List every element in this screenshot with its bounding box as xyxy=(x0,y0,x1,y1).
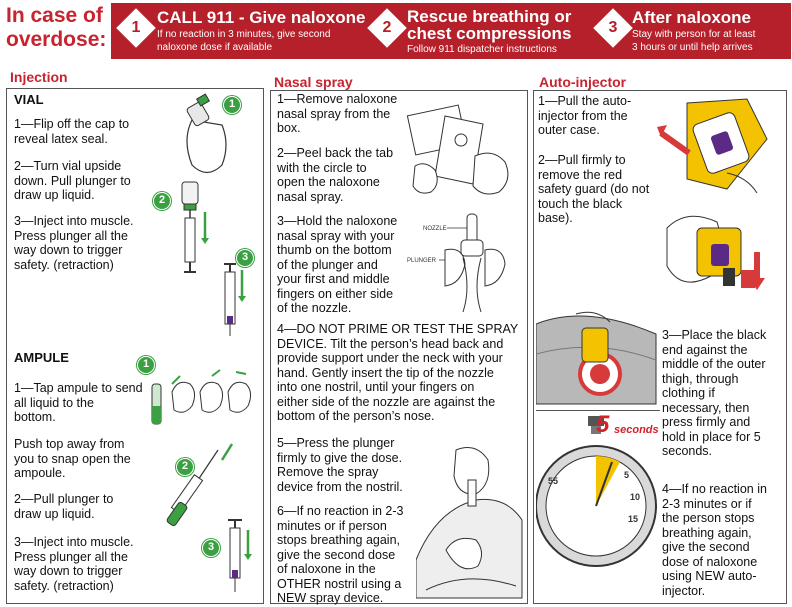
text-line: Remove the spray xyxy=(277,465,379,479)
text-line: the person stops xyxy=(662,511,755,525)
text-line: firmly to give the dose. xyxy=(277,450,403,465)
text-line: hand. Gently insert the tip of the nozzle xyxy=(277,365,494,380)
step-2-sub-1: Follow 911 dispatcher instructions xyxy=(407,44,557,55)
text-line: device from the nostril. xyxy=(277,479,403,494)
text-line: thigh, through xyxy=(662,371,739,386)
nasal-title: Nasal spray xyxy=(274,74,353,90)
text-line: 6—If no reaction in 2-3 xyxy=(277,504,404,518)
text-line: base). xyxy=(538,211,573,225)
text-line: stops breathing again, xyxy=(277,533,401,547)
auto-title: Auto-injector xyxy=(539,74,627,90)
text-line: you to snap open the xyxy=(14,451,131,466)
injection-badge-2: 2 xyxy=(153,192,171,210)
ampule-heading: AMPULE xyxy=(14,350,69,365)
text-line: touch the black xyxy=(538,196,623,211)
timer-big-number: 5 xyxy=(596,411,610,438)
text-line: fingers on either side xyxy=(277,286,394,301)
text-line: 4—If no reaction in xyxy=(662,482,767,496)
text-line: 3—Place the black xyxy=(662,328,767,342)
ampule-illustration xyxy=(150,362,260,598)
overdose-steps-banner xyxy=(111,3,791,59)
ampule-step-2 xyxy=(14,492,164,521)
step-2-diamond xyxy=(367,8,407,48)
text-line: hold in place for 5 xyxy=(662,429,761,444)
text-line: with the circle to xyxy=(277,160,367,175)
text-line: 2—Peel back the tab xyxy=(277,146,394,160)
nasal-step-5 xyxy=(277,436,425,494)
step-3-diamond xyxy=(593,8,633,48)
text-line: NEW spray device. xyxy=(277,591,384,605)
spray-nose-illustration xyxy=(416,440,524,600)
dial-10: 10 xyxy=(630,492,641,502)
vial-step-3 xyxy=(14,214,164,272)
injection-badge-3b: 3 xyxy=(202,539,220,557)
text-line: 1—Pull the auto- xyxy=(538,94,632,108)
text-line: clothing if xyxy=(662,386,715,400)
text-line: 1—Flip off the cap to xyxy=(14,117,130,131)
text-line: 5—Press the plunger xyxy=(277,436,395,450)
text-line: 4—DO NOT PRIME OR TEST THE SPRAY xyxy=(277,322,519,336)
text-line: DEVICE. Tilt the person’s head back and xyxy=(277,336,504,351)
text-line: either side of the nozzle are against the xyxy=(277,394,496,409)
auto-step-1 xyxy=(538,94,662,138)
text-line: end against the xyxy=(662,342,748,357)
text-line: down. Pull plunger to xyxy=(14,173,131,188)
text-line: injector from the xyxy=(538,108,628,123)
text-line: ampoule. xyxy=(14,466,66,480)
text-line: 3—Inject into muscle. xyxy=(14,535,134,549)
text-line: minutes or if person xyxy=(277,518,387,533)
vial-step-2 xyxy=(14,159,164,203)
vial-step-1 xyxy=(14,117,164,146)
text-line: 2—Turn vial upside xyxy=(14,159,122,173)
injection-badge-3: 3 xyxy=(236,249,254,267)
peel-box-illustration xyxy=(405,96,523,204)
nasal-step-3 xyxy=(277,214,417,316)
auto-case-illustration xyxy=(657,93,772,197)
ampule-step-3 xyxy=(14,535,164,593)
injection-badge-1: 1 xyxy=(223,96,241,114)
text-line: your first and middle xyxy=(277,272,390,286)
text-line: 3—Hold the naloxone xyxy=(277,214,398,228)
text-line: way down to trigger xyxy=(14,564,123,578)
text-line: OTHER nostril using a xyxy=(277,576,402,591)
text-line: 2—Pull firmly to xyxy=(538,153,626,167)
plunger-label: PLUNGER xyxy=(407,258,437,264)
step-3-number: 3 xyxy=(608,19,618,36)
step-1-diamond xyxy=(116,8,156,48)
text-line: of the plunger and xyxy=(277,257,378,272)
step-3-sub-2: 3 hours or until help arrives xyxy=(632,42,753,53)
text-line: Push top away from xyxy=(14,437,125,451)
text-line: bottom of the person’s nose. xyxy=(277,409,435,423)
spray-hold-illustration xyxy=(405,210,523,316)
overdose-heading xyxy=(6,4,110,52)
step-1-number: 1 xyxy=(131,19,141,36)
auto-step-2 xyxy=(538,153,662,226)
nasal-step-1 xyxy=(277,92,417,136)
injection-badge-1b: 1 xyxy=(137,356,155,374)
step-1-title: CALL 911 - Give naloxone xyxy=(157,8,366,27)
text-line: injector. xyxy=(662,583,706,598)
text-line: 3—Inject into muscle. xyxy=(14,214,134,228)
text-line: Press plunger all the xyxy=(14,549,128,564)
dial-55: 55 xyxy=(548,476,559,486)
text-line: breathing again, xyxy=(662,525,752,540)
text-line: of the nozzle. xyxy=(277,301,352,315)
text-line: nasal spray from the xyxy=(277,106,391,121)
step-2-number: 2 xyxy=(382,19,392,36)
step-2-title-1: Rescue breathing or xyxy=(407,7,572,26)
text-line: outer case. xyxy=(538,123,600,137)
text-line: draw up liquid. xyxy=(14,188,95,202)
text-line: seconds. xyxy=(662,444,713,458)
auto-guard-illustration xyxy=(657,208,777,304)
text-line: into one nostril, until your fingers on xyxy=(277,380,475,394)
text-line: 1—Tap ampule to send xyxy=(14,381,143,395)
text-line: safety. (retraction) xyxy=(14,578,114,593)
text-line: press firmly and xyxy=(662,415,751,429)
ampule-snap-text xyxy=(14,437,164,481)
text-line: 2-3 minutes or if xyxy=(662,496,752,511)
injection-badge-2b: 2 xyxy=(176,458,194,476)
step-3-sub-1: Stay with person for at least xyxy=(632,29,756,40)
nasal-step-4 xyxy=(277,322,523,424)
text-line: give the second xyxy=(662,540,750,554)
text-line: remove the red xyxy=(538,167,623,182)
vial-heading: VIAL xyxy=(14,92,44,107)
text-line: 1—Remove naloxone xyxy=(277,92,398,106)
dial-15: 15 xyxy=(628,514,639,524)
auto-step-3 xyxy=(662,328,784,459)
text-line: give the second dose xyxy=(277,547,396,562)
injection-title: Injection xyxy=(10,69,68,85)
text-line: dose of naloxone xyxy=(662,554,758,569)
text-line: nasal spray. xyxy=(277,189,344,204)
text-line: open the naloxone xyxy=(277,175,380,189)
timer-seconds-label: seconds xyxy=(614,424,659,436)
vial-illustration xyxy=(168,90,260,338)
text-line: provide support under the neck with your xyxy=(277,351,503,365)
ampule-step-1 xyxy=(14,381,164,425)
step-1-sub-2: naloxone dose if available xyxy=(157,42,273,53)
nozzle-label: NOZZLE xyxy=(423,226,447,232)
text-line: of naloxone in the xyxy=(277,562,376,576)
text-line: safety. (retraction) xyxy=(14,257,114,272)
text-line: 2—Pull plunger to xyxy=(14,492,114,506)
nasal-step-2 xyxy=(277,146,417,204)
text-line: nasal spray with your xyxy=(277,228,395,243)
timer-illustration xyxy=(536,411,662,600)
heading-line-2: overdose: xyxy=(6,28,107,51)
text-line: safety guard (do not xyxy=(538,182,650,196)
text-line: all liquid to the xyxy=(14,395,94,410)
nasal-step-6 xyxy=(277,504,417,606)
text-line: draw up liquid. xyxy=(14,506,95,521)
heading-line-1: In case of xyxy=(6,4,103,27)
text-line: using NEW auto- xyxy=(662,569,757,583)
dial-5: 5 xyxy=(624,470,630,480)
text-line: Press plunger all the xyxy=(14,228,128,243)
auto-thigh-illustration xyxy=(536,294,660,406)
text-line: way down to trigger xyxy=(14,243,123,257)
step-1-sub-1: If no reaction in 3 minutes, give second xyxy=(157,29,331,40)
text-line: necessary, then xyxy=(662,400,750,415)
step-2-title-2: chest compressions xyxy=(407,24,572,43)
text-line: box. xyxy=(277,121,301,135)
auto-step-4 xyxy=(662,482,784,598)
text-line: bottom. xyxy=(14,410,56,424)
step-3-title: After naloxone xyxy=(632,8,752,27)
text-line: thumb on the bottom xyxy=(277,243,392,257)
text-line: reveal latex seal. xyxy=(14,131,108,146)
text-line: middle of the outer xyxy=(662,357,766,371)
